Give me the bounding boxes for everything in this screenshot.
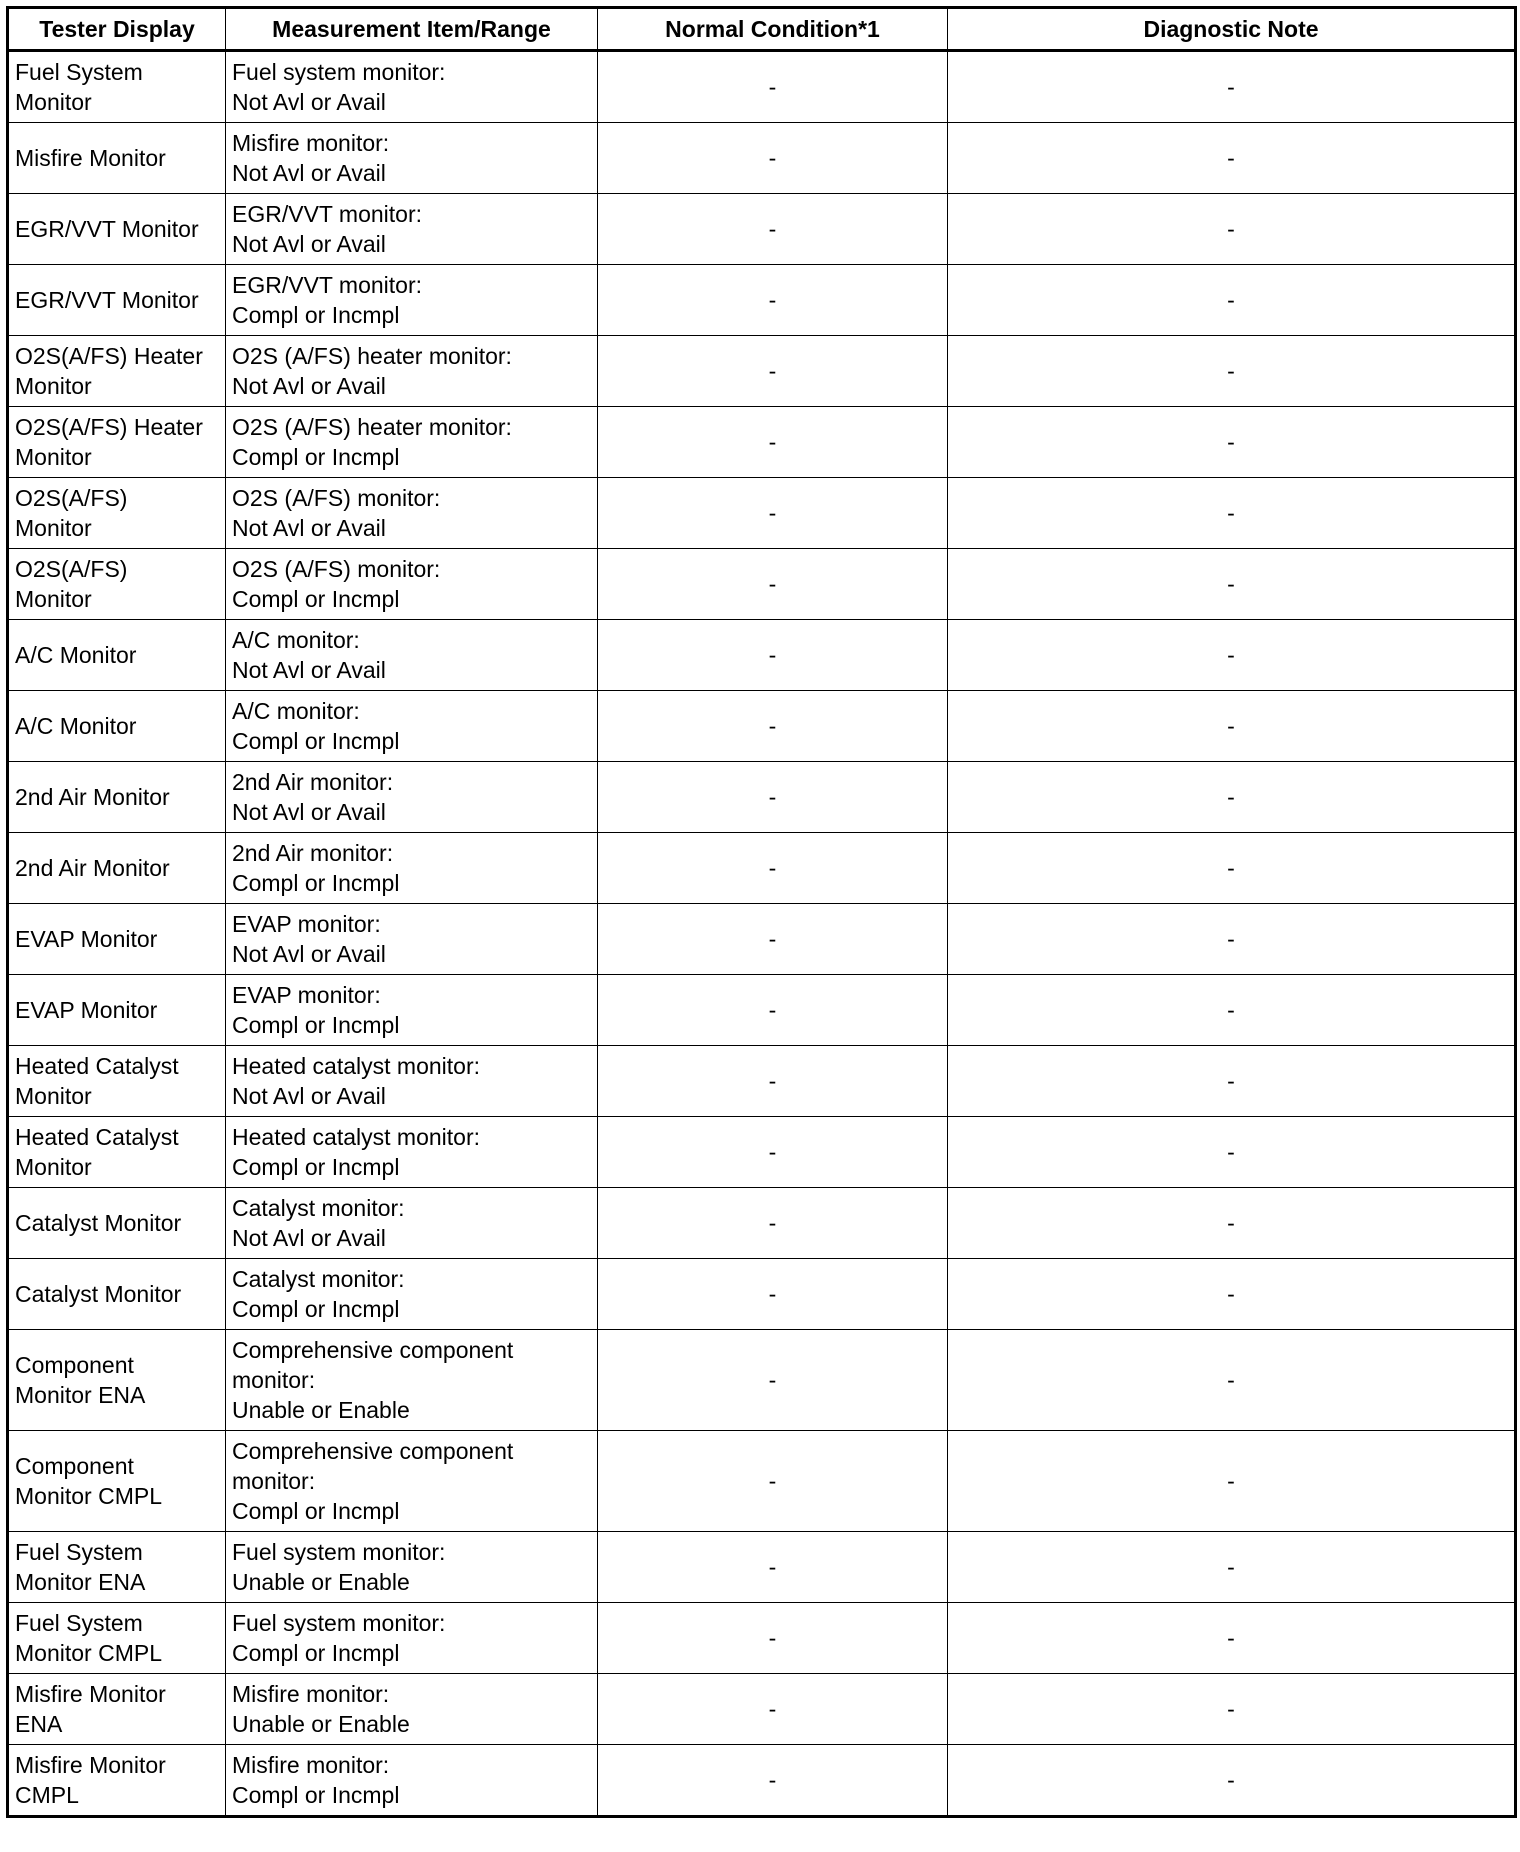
cell-normal-condition: - — [598, 762, 948, 833]
cell-measurement-item: Catalyst monitor: Not Avl or Avail — [226, 1188, 598, 1259]
cell-measurement-item: Misfire monitor: Not Avl or Avail — [226, 123, 598, 194]
table-row — [8, 1603, 1516, 1674]
cell-diagnostic-note: - — [948, 691, 1516, 762]
table-row — [8, 1188, 1516, 1259]
table-row — [8, 833, 1516, 904]
cell-normal-condition: - — [598, 833, 948, 904]
cell-tester-display: A/C Monitor — [8, 620, 226, 691]
header-tester-display: Tester Display — [8, 8, 226, 51]
table-row — [8, 1431, 1516, 1532]
cell-diagnostic-note: - — [948, 265, 1516, 336]
cell-tester-display: O2S(A/FS) Monitor — [8, 478, 226, 549]
cell-tester-display: Misfire Monitor — [8, 123, 226, 194]
table-row — [8, 620, 1516, 691]
cell-measurement-item: A/C monitor: Compl or Incmpl — [226, 691, 598, 762]
cell-measurement-item: O2S (A/FS) monitor: Compl or Incmpl — [226, 549, 598, 620]
header-measurement-item: Measurement Item/Range — [226, 8, 598, 51]
table-body — [8, 51, 1516, 1817]
cell-normal-condition: - — [598, 1745, 948, 1817]
cell-measurement-item: Fuel system monitor: Unable or Enable — [226, 1532, 598, 1603]
cell-measurement-item: Heated catalyst monitor: Not Avl or Avail — [226, 1046, 598, 1117]
cell-tester-display: Fuel System Monitor CMPL — [8, 1603, 226, 1674]
cell-tester-display: Fuel System Monitor — [8, 51, 226, 123]
cell-normal-condition: - — [598, 1259, 948, 1330]
cell-normal-condition: - — [598, 51, 948, 123]
cell-diagnostic-note: - — [948, 1188, 1516, 1259]
table-row — [8, 691, 1516, 762]
cell-measurement-item: EGR/VVT monitor: Not Avl or Avail — [226, 194, 598, 265]
cell-normal-condition: - — [598, 265, 948, 336]
table-header — [8, 8, 1516, 51]
cell-tester-display: 2nd Air Monitor — [8, 833, 226, 904]
cell-normal-condition: - — [598, 1674, 948, 1745]
cell-tester-display: Catalyst Monitor — [8, 1259, 226, 1330]
cell-measurement-item: EGR/VVT monitor: Compl or Incmpl — [226, 265, 598, 336]
table-row — [8, 1674, 1516, 1745]
cell-normal-condition: - — [598, 975, 948, 1046]
cell-measurement-item: O2S (A/FS) heater monitor: Not Avl or Avail — [226, 336, 598, 407]
header-normal-condition: Normal Condition*1 — [598, 8, 948, 51]
table-row — [8, 1532, 1516, 1603]
cell-tester-display: Component Monitor ENA — [8, 1330, 226, 1431]
table-row — [8, 478, 1516, 549]
cell-tester-display: EVAP Monitor — [8, 975, 226, 1046]
cell-normal-condition: - — [598, 123, 948, 194]
cell-tester-display: Heated Catalyst Monitor — [8, 1046, 226, 1117]
table-row — [8, 1117, 1516, 1188]
cell-tester-display: O2S(A/FS) Heater Monitor — [8, 407, 226, 478]
cell-diagnostic-note: - — [948, 1603, 1516, 1674]
cell-diagnostic-note: - — [948, 762, 1516, 833]
table-row — [8, 1259, 1516, 1330]
cell-tester-display: Catalyst Monitor — [8, 1188, 226, 1259]
cell-diagnostic-note: - — [948, 336, 1516, 407]
cell-diagnostic-note: - — [948, 1674, 1516, 1745]
cell-measurement-item: Heated catalyst monitor: Compl or Incmpl — [226, 1117, 598, 1188]
cell-tester-display: EGR/VVT Monitor — [8, 194, 226, 265]
cell-normal-condition: - — [598, 1603, 948, 1674]
cell-diagnostic-note: - — [948, 549, 1516, 620]
cell-measurement-item: A/C monitor: Not Avl or Avail — [226, 620, 598, 691]
cell-normal-condition: - — [598, 194, 948, 265]
cell-normal-condition: - — [598, 620, 948, 691]
cell-tester-display: EGR/VVT Monitor — [8, 265, 226, 336]
cell-diagnostic-note: - — [948, 1117, 1516, 1188]
cell-diagnostic-note: - — [948, 51, 1516, 123]
cell-diagnostic-note: - — [948, 1532, 1516, 1603]
cell-diagnostic-note: - — [948, 123, 1516, 194]
cell-normal-condition: - — [598, 407, 948, 478]
table-row — [8, 1330, 1516, 1431]
cell-diagnostic-note: - — [948, 1431, 1516, 1532]
cell-tester-display: O2S(A/FS) Monitor — [8, 549, 226, 620]
header-row — [8, 8, 1516, 51]
cell-measurement-item: Misfire monitor: Compl or Incmpl — [226, 1745, 598, 1817]
cell-tester-display: Misfire Monitor ENA — [8, 1674, 226, 1745]
cell-measurement-item: Comprehensive component monitor: Compl or Incmpl — [226, 1431, 598, 1532]
cell-measurement-item: Fuel system monitor: Compl or Incmpl — [226, 1603, 598, 1674]
monitor-table-container — [6, 6, 1514, 1818]
table-row — [8, 975, 1516, 1046]
cell-normal-condition: - — [598, 904, 948, 975]
cell-normal-condition: - — [598, 336, 948, 407]
table-row — [8, 194, 1516, 265]
cell-diagnostic-note: - — [948, 1330, 1516, 1431]
cell-normal-condition: - — [598, 1431, 948, 1532]
cell-measurement-item: O2S (A/FS) heater monitor: Compl or Incmpl — [226, 407, 598, 478]
cell-diagnostic-note: - — [948, 620, 1516, 691]
table-row — [8, 1046, 1516, 1117]
table-row — [8, 1745, 1516, 1817]
cell-normal-condition: - — [598, 478, 948, 549]
cell-measurement-item: 2nd Air monitor: Not Avl or Avail — [226, 762, 598, 833]
cell-normal-condition: - — [598, 1046, 948, 1117]
cell-normal-condition: - — [598, 1117, 948, 1188]
cell-measurement-item: Misfire monitor: Unable or Enable — [226, 1674, 598, 1745]
table-row — [8, 51, 1516, 123]
cell-diagnostic-note: - — [948, 904, 1516, 975]
table-row — [8, 904, 1516, 975]
cell-measurement-item: EVAP monitor: Not Avl or Avail — [226, 904, 598, 975]
table-row — [8, 265, 1516, 336]
table-row — [8, 549, 1516, 620]
cell-diagnostic-note: - — [948, 1259, 1516, 1330]
cell-tester-display: Fuel System Monitor ENA — [8, 1532, 226, 1603]
cell-diagnostic-note: - — [948, 407, 1516, 478]
table-row — [8, 762, 1516, 833]
cell-tester-display: A/C Monitor — [8, 691, 226, 762]
cell-normal-condition: - — [598, 1532, 948, 1603]
cell-normal-condition: - — [598, 549, 948, 620]
cell-tester-display: Misfire Monitor CMPL — [8, 1745, 226, 1817]
cell-measurement-item: EVAP monitor: Compl or Incmpl — [226, 975, 598, 1046]
cell-diagnostic-note: - — [948, 478, 1516, 549]
cell-tester-display: O2S(A/FS) Heater Monitor — [8, 336, 226, 407]
table-row — [8, 123, 1516, 194]
cell-normal-condition: - — [598, 1188, 948, 1259]
cell-measurement-item: Comprehensive component monitor: Unable or Enable — [226, 1330, 598, 1431]
cell-measurement-item: 2nd Air monitor: Compl or Incmpl — [226, 833, 598, 904]
cell-measurement-item: Fuel system monitor: Not Avl or Avail — [226, 51, 598, 123]
cell-measurement-item: Catalyst monitor: Compl or Incmpl — [226, 1259, 598, 1330]
cell-diagnostic-note: - — [948, 833, 1516, 904]
cell-tester-display: Component Monitor CMPL — [8, 1431, 226, 1532]
cell-tester-display: Heated Catalyst Monitor — [8, 1117, 226, 1188]
cell-measurement-item: O2S (A/FS) monitor: Not Avl or Avail — [226, 478, 598, 549]
cell-tester-display: EVAP Monitor — [8, 904, 226, 975]
cell-diagnostic-note: - — [948, 1046, 1516, 1117]
cell-normal-condition: - — [598, 1330, 948, 1431]
cell-normal-condition: - — [598, 691, 948, 762]
monitor-data-table — [6, 6, 1517, 1818]
header-diagnostic-note: Diagnostic Note — [948, 8, 1516, 51]
table-row — [8, 407, 1516, 478]
cell-tester-display: 2nd Air Monitor — [8, 762, 226, 833]
cell-diagnostic-note: - — [948, 194, 1516, 265]
cell-diagnostic-note: - — [948, 975, 1516, 1046]
table-row — [8, 336, 1516, 407]
cell-diagnostic-note: - — [948, 1745, 1516, 1817]
